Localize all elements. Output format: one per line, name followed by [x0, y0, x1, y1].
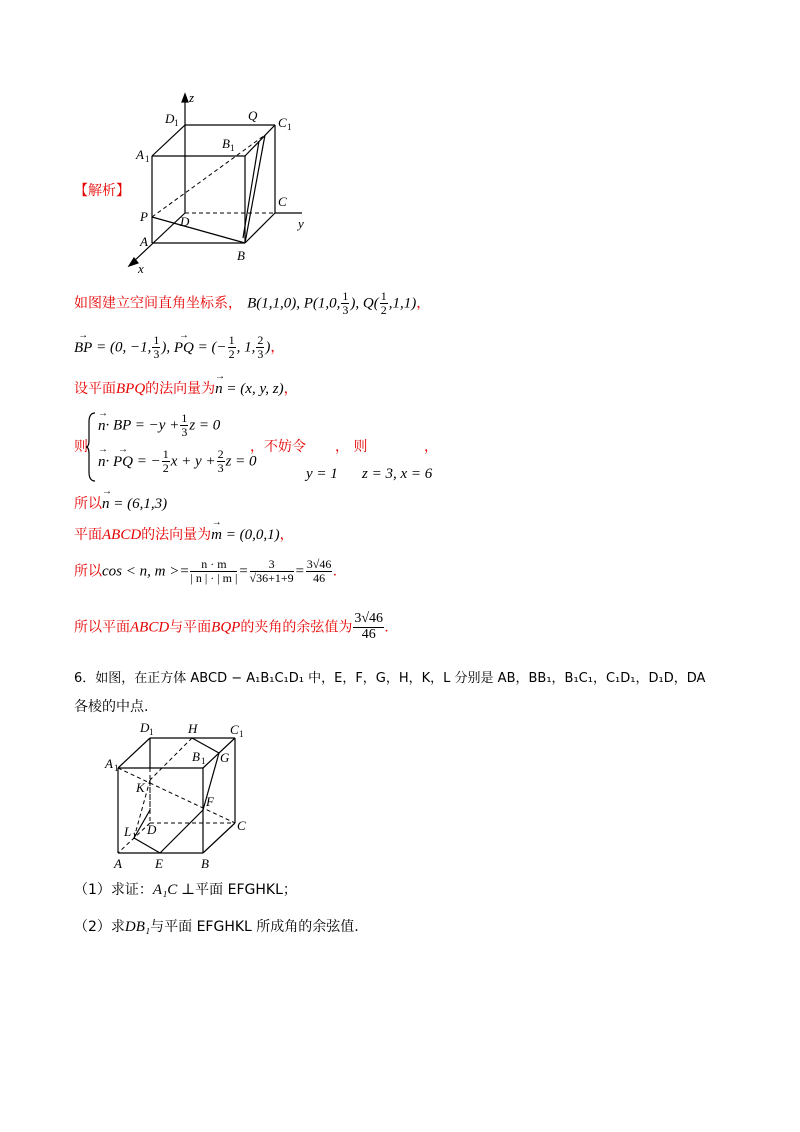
solution-line-3 — [74, 378, 298, 398]
fig1-label-P: P — [140, 209, 148, 224]
fig2-label-B: B — [201, 856, 209, 871]
line1-frac-q: $\frac{1}{2}$ — [380, 289, 387, 317]
fig2-label-C1: C — [230, 722, 239, 737]
fig2-label-L: L — [124, 824, 132, 839]
line1-comma: ， — [416, 295, 431, 312]
solution-line-6: 平面ABCD的法向量为→ m = (0,0,1)， — [74, 524, 294, 544]
line4-bufang: ，不妨令 — [250, 439, 306, 455]
line1-frac-p: $\frac{1}{3}$ — [342, 289, 349, 317]
line1-math-end: ,1,1) — [388, 295, 417, 312]
fig1-label-C: C — [278, 194, 287, 209]
fig2-label-D1: D — [140, 720, 150, 735]
line2-vec-bp: → BP — [74, 340, 92, 357]
line2-vec-pq: → PQ — [174, 340, 194, 357]
line1-math-q: ), Q( — [350, 295, 379, 312]
line3-math: = (x, y, z) — [222, 381, 284, 397]
fig1-label-y: y — [298, 216, 304, 231]
line3-plane: BPQ — [116, 381, 146, 397]
fig2-label-A: A — [114, 856, 122, 871]
fig1-label-B1-sub: 1 — [230, 143, 235, 153]
line4-y1: y = 1 — [306, 466, 338, 482]
line3-a: 设平面 — [74, 381, 116, 397]
fig2-label-F: F — [206, 794, 214, 809]
fig1-label-A1-sub: 1 — [145, 154, 150, 164]
line2-comma: ， — [270, 339, 285, 356]
fig2-label-G: G — [220, 750, 230, 765]
fig2-label-B1: B — [192, 749, 200, 764]
fig2-label-K: K — [136, 780, 145, 795]
fig1-label-z: z — [189, 90, 195, 105]
system-eq-1: → n· BP = −y + $\frac{1}{3}$ z = 0 — [98, 412, 220, 438]
line3-comma: ， — [283, 381, 298, 397]
fig2-label-A1: A — [105, 756, 113, 771]
problem6-q1: （1）求证：A₁C ⊥平面 EFGHKL； — [74, 882, 297, 898]
problem6-line2: 各棱的中点. — [74, 699, 149, 715]
line2-eq2: = (− — [193, 339, 227, 356]
fig2-label-A1-sub: 1 — [114, 763, 119, 773]
line2-mid2: , 1, — [236, 339, 256, 356]
line2-frac1: $\frac{1}{3}$ — [153, 333, 160, 361]
system-brace — [86, 412, 96, 482]
line2-frac2: $\frac{1}{2}$ — [228, 333, 235, 361]
line3-b: 的法向量为 — [145, 381, 216, 397]
fig1-label-D1-sub: 1 — [174, 118, 179, 128]
line4-ze2: ， 则 — [335, 439, 368, 455]
cube-figure-2 — [100, 718, 260, 873]
fig1-label-C1-sub: 1 — [287, 122, 292, 132]
fig2-label-C1-sub: 1 — [239, 729, 244, 739]
solution-line-8: 所以平面ABCD与平面BQP的夹角的余弦值为 $\frac{3√46}{46}$ . — [74, 611, 389, 642]
system-eq-2: → n· → PQ = − $\frac{1}{2}$ x + y + $\frac{2}{3}$ z = 0 — [98, 448, 257, 474]
line4-z3: z = 3, x = 6 — [362, 466, 433, 482]
fig1-label-x: x — [138, 261, 144, 276]
solution-line-1 — [74, 290, 430, 316]
fig1-label-C1: C — [278, 115, 287, 130]
fig2-label-B1-sub: 1 — [201, 756, 206, 766]
line2-mid: ), — [161, 339, 174, 356]
fig1-label-B: B — [237, 248, 245, 263]
line2-eq1: = (0, −1, — [92, 339, 152, 356]
problem6-q2: （2）求DB₁与平面 EFGHKL 所成角的余弦值. — [74, 919, 359, 935]
fig2-label-L-sub: 1 — [132, 831, 137, 841]
fig1-label-A1: A — [136, 147, 144, 162]
fig1-label-D: D — [180, 214, 190, 229]
fig2-label-C: C — [237, 818, 246, 833]
line3-vec-n: → n — [215, 381, 223, 398]
fig1-label-B1: B — [222, 136, 230, 151]
fig1-label-Q: Q — [248, 108, 258, 123]
fig2-label-E: E — [155, 856, 163, 871]
cube-figure-1 — [110, 88, 340, 278]
solution-line-5: 所以→ n = (6,1,3) — [74, 493, 167, 513]
solution-line-2 — [74, 334, 284, 360]
fig2-label-D1-sub: 1 — [149, 727, 154, 737]
line1-text: 如图建立空间直角坐标系， — [74, 295, 242, 312]
problem6-line1: 6．如图，在正方体 ABCD − A₁B₁C₁D₁ 中，E，F，G，H，K，L 分别是 AB，BB₁，B₁C₁，C₁D₁，D₁D，DA — [74, 671, 706, 686]
solution-line-7: 所以cos < n, m >= $\frac{n \cdot m}{| n | \cdot | m |}$ = $\frac{3}{√36+1+9}$ = $\frac{3√46}{46}$ . — [74, 557, 338, 585]
line4-ze: 则 — [74, 439, 88, 455]
line1-math-b: B(1,1,0), P(1,0, — [247, 295, 341, 312]
fig2-label-D: D — [147, 822, 157, 837]
line4-comma: ， — [424, 439, 438, 455]
solution-tag: 【解析】 — [74, 183, 130, 199]
fig1-label-A: A — [140, 234, 148, 249]
fig2-label-H: H — [188, 721, 198, 736]
line2-frac3: $\frac{2}{3}$ — [257, 333, 264, 361]
fig1-label-D1: D — [165, 111, 175, 126]
line2-end: ) — [265, 339, 271, 356]
